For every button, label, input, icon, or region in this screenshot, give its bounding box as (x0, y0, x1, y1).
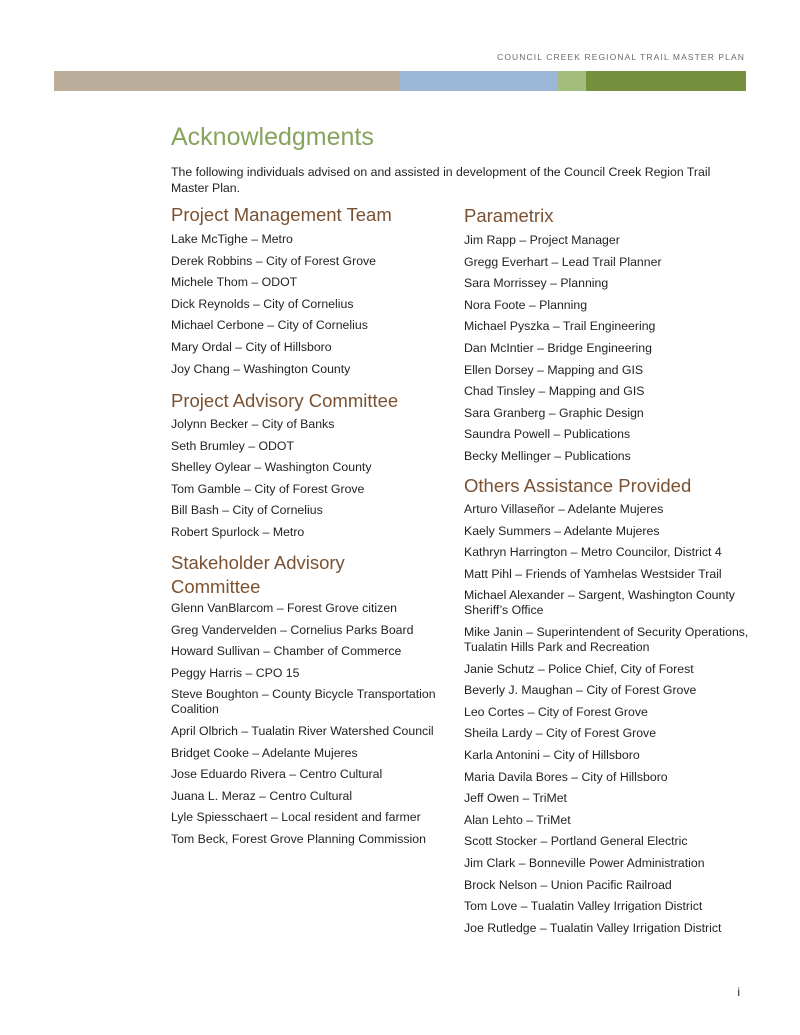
page-number: i (737, 985, 740, 999)
section-others-assistance-provided (464, 474, 754, 936)
list-item: Jim Rapp – Project Manager (464, 233, 620, 247)
intro-paragraph: The following individuals advised on and assisted in development of the Council Creek Region Trail Master Plan. (171, 165, 711, 195)
list-item: Scott Stocker – Portland General Electric (464, 834, 688, 849)
section-parametrix (464, 204, 754, 464)
list-item: April Olbrich – Tualatin River Watershed Council (171, 723, 434, 738)
list-item: Michael Cerbone – City of Cornelius (171, 318, 368, 333)
list-item: Michele Thom – ODOT (171, 275, 298, 290)
list-item: Chad Tinsley – Mapping and GIS (464, 384, 645, 399)
list-item: Brock Nelson – Union Pacific Railroad (464, 877, 672, 892)
list-item: Sara Morrissey – Planning (464, 276, 609, 291)
list-item: Matt Pihl – Friends of Yamhelas Westsider Trail (464, 566, 722, 581)
list-item: Becky Mellinger – Publications (464, 448, 631, 463)
name-list (464, 502, 754, 936)
list-item: Lyle Spiesschaert – Local resident and farmer (171, 810, 421, 825)
list-item: Karla Antonini – City of Hillsboro (464, 747, 640, 762)
list-item: Michael Pyszka – Trail Engineering (464, 319, 656, 334)
list-item: Jolynn Becker – City of Banks (171, 417, 335, 431)
list-item: Bill Bash – City of Cornelius (171, 503, 323, 518)
list-item: Kaely Summers – Adelante Mujeres (464, 523, 660, 538)
list-item: Jose Eduardo Rivera – Centro Cultural (171, 767, 383, 782)
list-item: Derek Robbins – City of Forest Grove (171, 253, 377, 268)
list-item: Jim Clark – Bonneville Power Administration (464, 855, 705, 870)
list-item: Beverly J. Maughan – City of Forest Grove (464, 683, 697, 698)
list-item: Seth Brumley – ODOT (171, 438, 295, 453)
header-bar-light-green (558, 71, 586, 91)
list-item: Maria Davila Bores – City of Hillsboro (464, 769, 668, 784)
list-item: Jeff Owen – TriMet (464, 791, 567, 806)
section-project-management-team (171, 203, 451, 377)
list-item: Kathryn Harrington – Metro Councilor, District 4 (464, 545, 722, 560)
list-item: Alan Lehto – TriMet (464, 812, 571, 827)
name-list (171, 601, 451, 847)
list-item: Saundra Powell – Publications (464, 427, 631, 442)
list-item: Steve Boughton – County Bicycle Transportation Coalition (171, 687, 436, 717)
list-item: Mike Janin – Superintendent of Security Operations, Tualatin Hills Park and Recreation (464, 624, 749, 654)
list-item: Michael Alexander – Sargent, Washington County Sheriff’s Office (464, 588, 735, 618)
list-item: Sheila Lardy – City of Forest Grove (464, 726, 657, 741)
section-heading: Parametrix (464, 205, 554, 226)
name-list (171, 232, 451, 377)
list-item: Nora Foote – Planning (464, 297, 588, 312)
list-item: Robert Spurlock – Metro (171, 524, 305, 539)
list-item: Tom Gamble – City of Forest Grove (171, 481, 365, 496)
list-item: Joy Chang – Washington County (171, 361, 351, 376)
list-item: Arturo Villaseñor – Adelante Mujeres (464, 502, 664, 516)
header-bar-green (586, 71, 746, 91)
section-project-advisory-committee (171, 389, 451, 540)
list-item: Peggy Harris – CPO 15 (171, 665, 300, 680)
section-stakeholder-advisory-committee (171, 551, 436, 847)
section-heading: Project Advisory Committee (171, 390, 399, 411)
list-item: Lake McTighe – Metro (171, 232, 293, 246)
list-item: Juana L. Meraz – Centro Cultural (171, 788, 353, 803)
list-item: Leo Cortes – City of Forest Grove (464, 704, 648, 719)
document-header-title: COUNCIL CREEK REGIONAL TRAIL MASTER PLAN (497, 52, 745, 62)
name-list (464, 233, 754, 464)
page-title: Acknowledgments (171, 123, 374, 151)
list-item: Ellen Dorsey – Mapping and GIS (464, 362, 644, 377)
name-list (171, 417, 451, 540)
list-item: Tom Beck, Forest Grove Planning Commission (171, 831, 426, 846)
list-item: Dick Reynolds – City of Cornelius (171, 296, 354, 311)
list-item: Joe Rutledge – Tualatin Valley Irrigation District (464, 920, 722, 935)
header-bar-blue (400, 71, 558, 91)
list-item: Gregg Everhart – Lead Trail Planner (464, 254, 662, 269)
header-bar-tan (54, 71, 400, 91)
list-item: Janie Schutz – Police Chief, City of Forest (464, 661, 694, 676)
list-item: Sara Granberg – Graphic Design (464, 405, 644, 420)
list-item: Tom Love – Tualatin Valley Irrigation District (464, 899, 703, 914)
list-item: Greg Vandervelden – Cornelius Parks Board (171, 622, 414, 637)
list-item: Glenn VanBlarcom – Forest Grove citizen (171, 601, 397, 615)
list-item: Mary Ordal – City of Hillsboro (171, 339, 332, 354)
section-heading: Project Management Team (171, 204, 392, 225)
list-item: Bridget Cooke – Adelante Mujeres (171, 745, 358, 760)
list-item: Shelley Oylear – Washington County (171, 460, 372, 475)
list-item: Dan McIntier – Bridge Engineering (464, 340, 652, 355)
section-heading: Others Assistance Provided (464, 475, 692, 496)
section-heading: Stakeholder Advisory Committee (171, 552, 345, 597)
list-item: Howard Sullivan – Chamber of Commerce (171, 644, 402, 659)
